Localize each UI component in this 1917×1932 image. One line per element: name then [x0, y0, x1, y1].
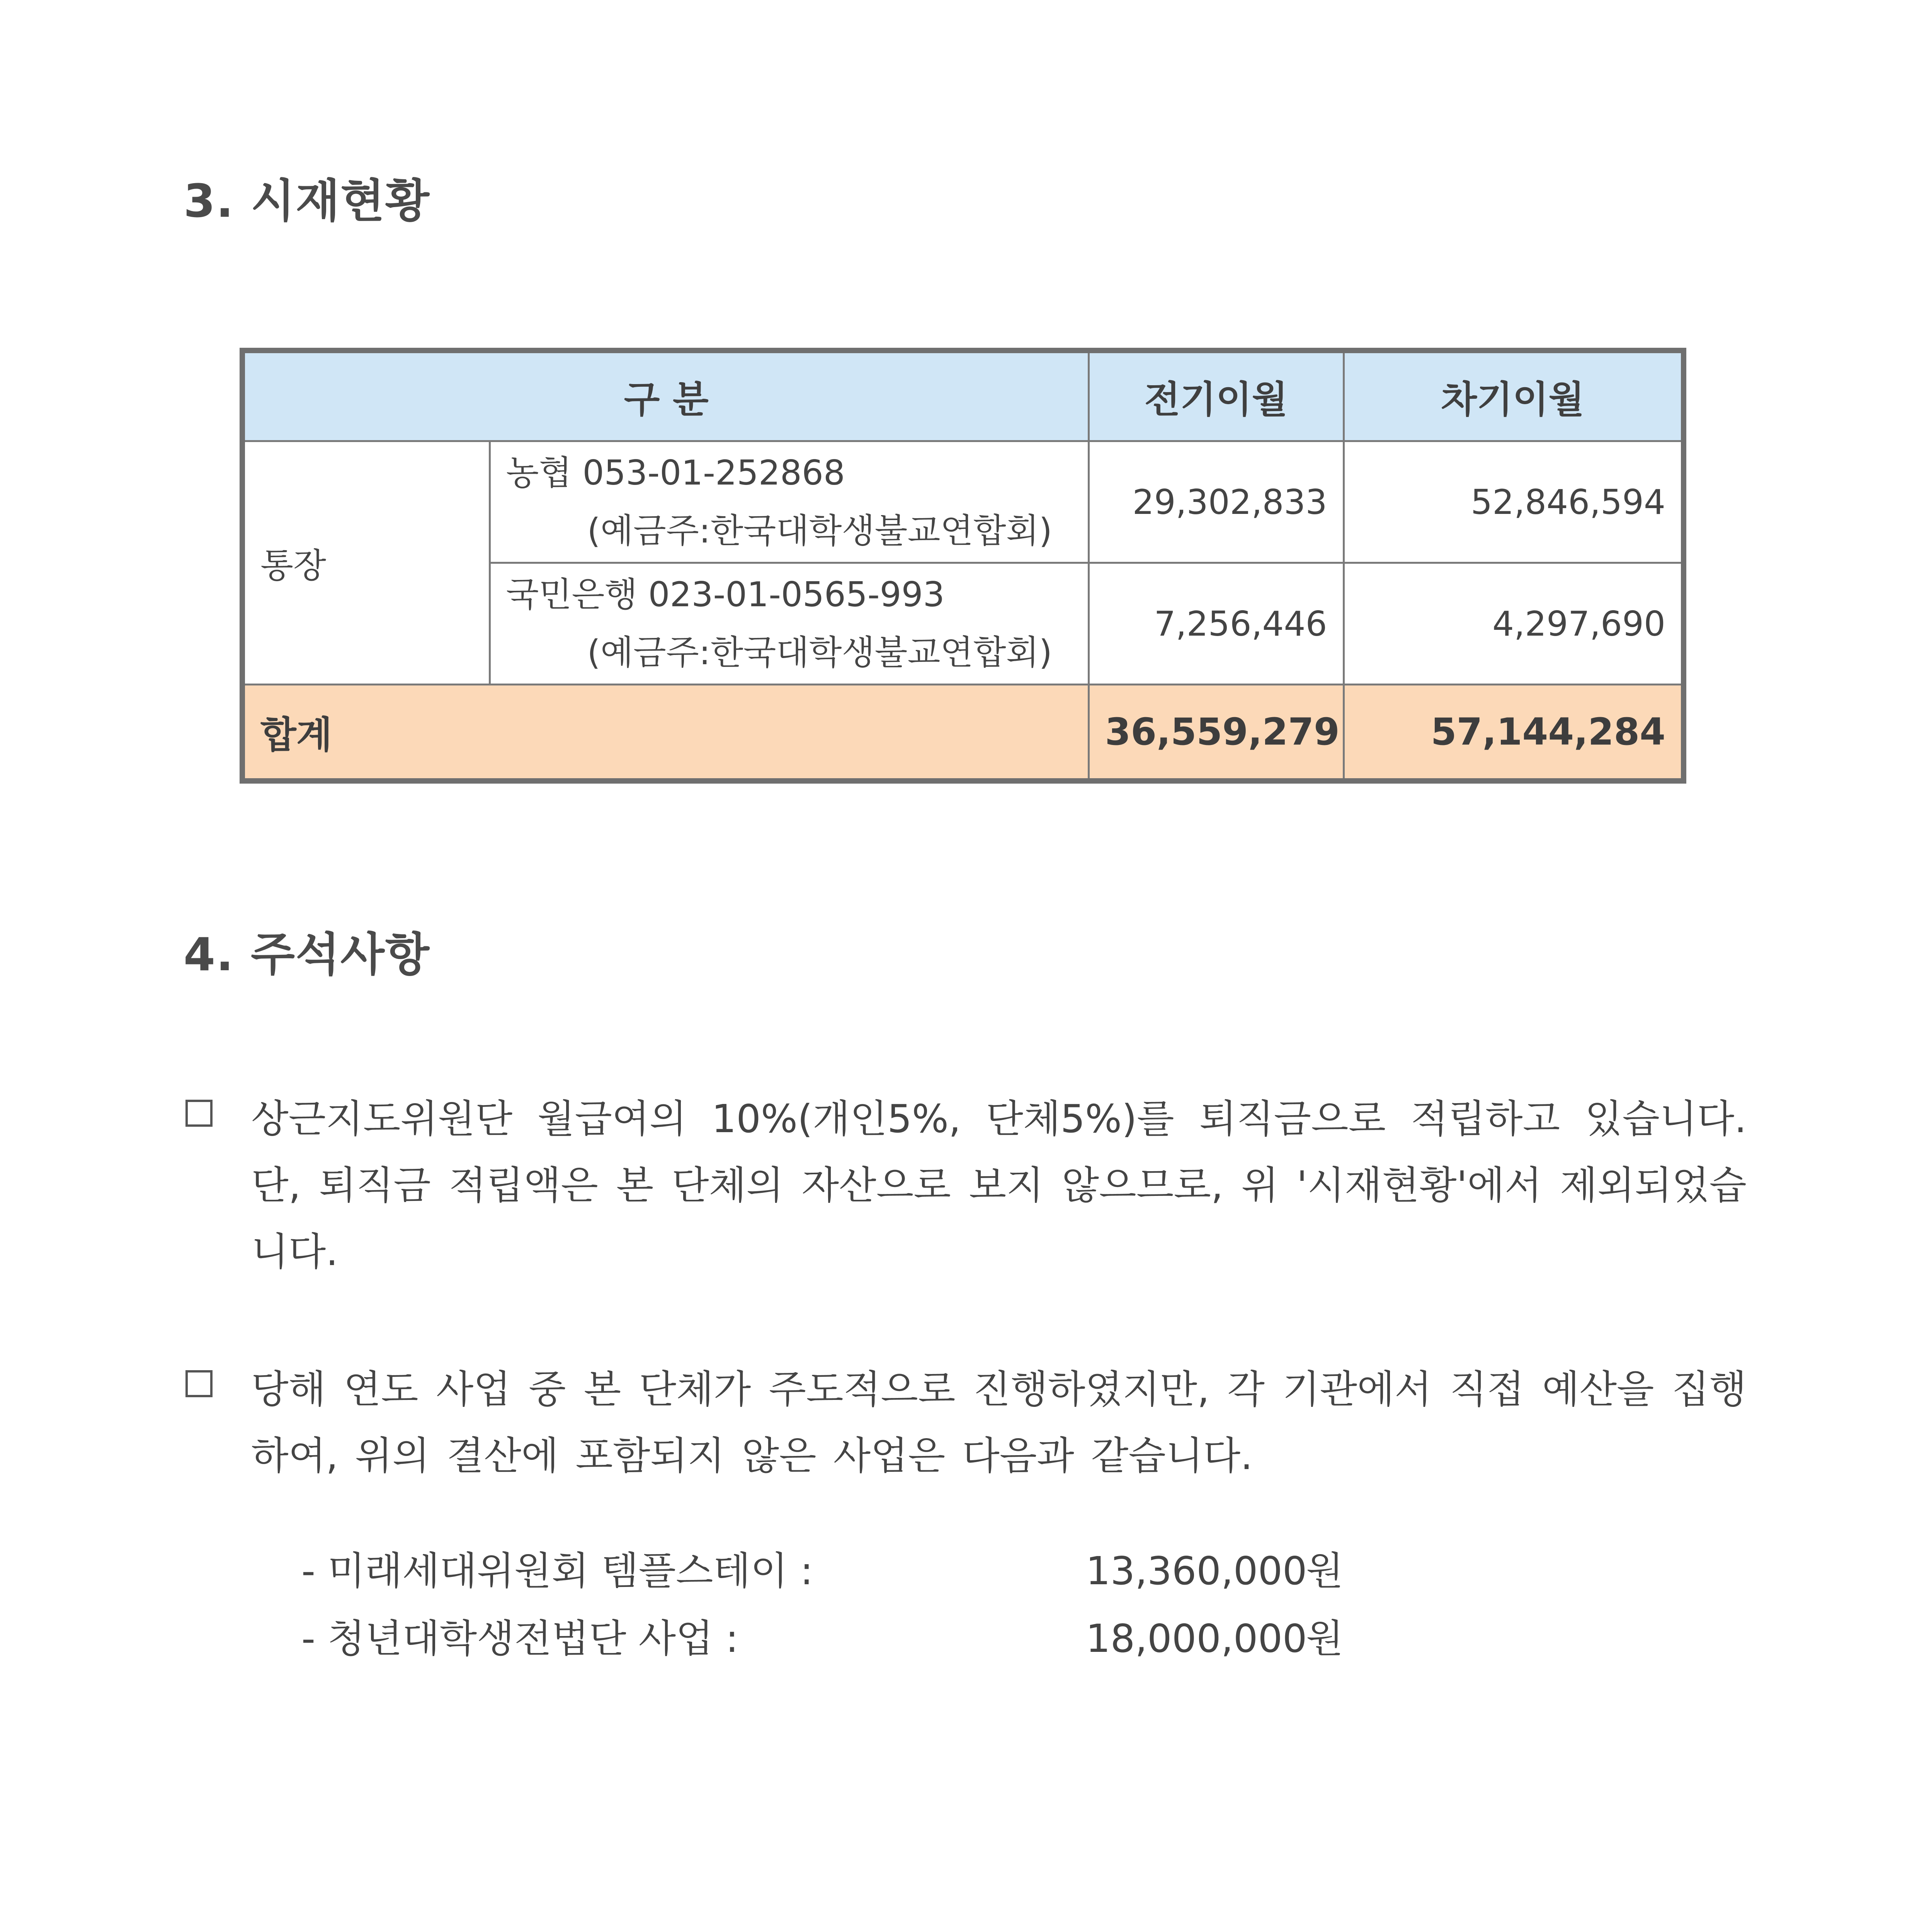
note-text: 상근지도위원단 월급여의 10%(개인5%, 단체5%)를 퇴직금으로 적립하고 있습니다. 단, 퇴직금 적립액은 본 단체의 자산으로 보지 않으므로, 위 '시재현황'에서 제외되었습니다.	[251, 1096, 1747, 1274]
total-previous-balance: 36,559,279	[1089, 685, 1344, 781]
checkbox-square-icon	[185, 1100, 213, 1127]
account-number: 국민은행 023-01-0565-993	[506, 575, 945, 614]
next-balance-cell: 4,297,690	[1344, 563, 1684, 685]
account-holder: (예금주:한국대학생불교연합회)	[587, 511, 1052, 551]
account-number: 농협 053-01-252868	[506, 453, 845, 493]
excluded-item-amount: 18,000,000	[1086, 1616, 1307, 1661]
account-holder: (예금주:한국대학생불교연합회)	[587, 633, 1052, 672]
account-cell	[490, 563, 1089, 685]
next-balance-cell: 52,846,594	[1344, 441, 1684, 563]
note-text: 당해 연도 사업 중 본 단체가 주도적으로 진행하였지만, 각 기관에서 직접 예산을 집행하여, 위의 결산에 포함되지 않은 사업은 다음과 같습니다.	[251, 1367, 1747, 1478]
section-title-notes: 4. 주석사항	[184, 928, 430, 981]
excluded-item-label: - 청년대학생전법단 사업 :	[301, 1616, 739, 1661]
section-title-cash-status: 3. 시재현황	[184, 174, 430, 228]
total-label: 합계	[242, 685, 1089, 781]
header-category: 구 분	[242, 350, 1089, 441]
table-row	[242, 441, 1684, 563]
excluded-item-label: - 미래세대위원회 템플스테이 :	[301, 1548, 813, 1594]
cash-status-table	[240, 348, 1686, 784]
previous-balance-cell: 29,302,833	[1089, 441, 1344, 563]
header-next-balance: 차기이월	[1344, 350, 1684, 441]
note-item	[185, 1086, 1747, 1285]
checkbox-square-icon	[185, 1370, 213, 1397]
table-header-row	[242, 350, 1684, 441]
account-cell	[490, 441, 1089, 563]
total-next-balance: 57,144,284	[1344, 685, 1684, 781]
excluded-item-unit: 원	[1306, 1548, 1344, 1594]
category-cell: 통장	[242, 441, 490, 685]
header-previous-balance: 전기이월	[1089, 350, 1344, 441]
total-row	[242, 685, 1684, 781]
note-item	[185, 1356, 1747, 1489]
excluded-item	[301, 1605, 1461, 1672]
excluded-item-unit: 원	[1306, 1616, 1344, 1661]
excluded-item-amount: 13,360,000	[1086, 1548, 1307, 1594]
excluded-item	[301, 1538, 1461, 1604]
previous-balance-cell: 7,256,446	[1089, 563, 1344, 685]
